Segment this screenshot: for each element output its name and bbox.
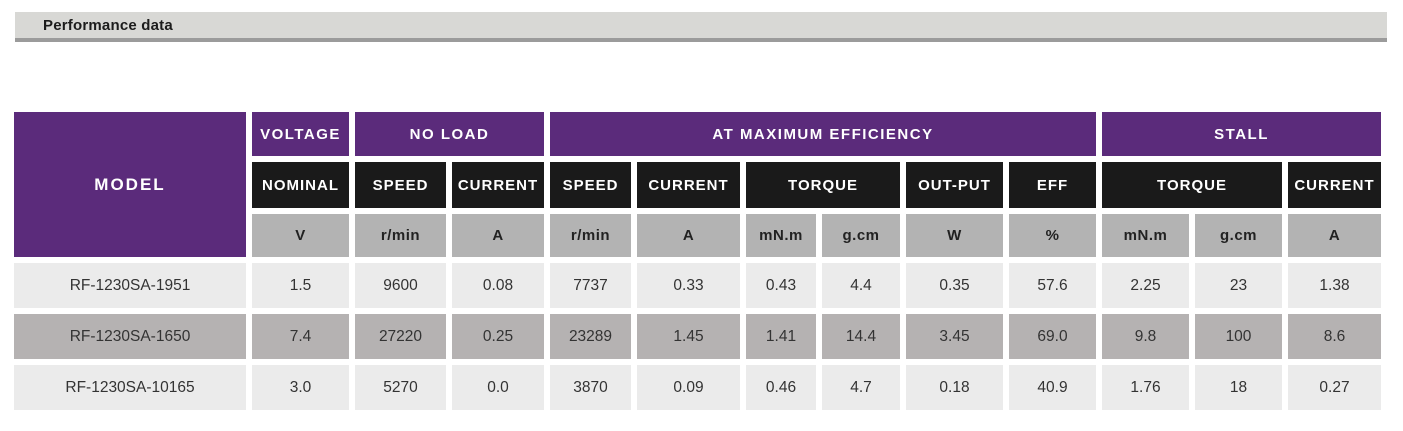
data-cell: 0.0 bbox=[452, 365, 544, 410]
unit-amps-noload: A bbox=[452, 214, 544, 257]
sub-header-current-noload: CURRENT bbox=[452, 162, 544, 208]
unit-amps-stall: A bbox=[1288, 214, 1381, 257]
data-cell: 3.45 bbox=[906, 314, 1003, 359]
unit-watts: W bbox=[906, 214, 1003, 257]
data-cell: 7.4 bbox=[252, 314, 349, 359]
sub-header-speed-maxeff: SPEED bbox=[550, 162, 631, 208]
data-cell: 1.41 bbox=[746, 314, 816, 359]
unit-volts: V bbox=[252, 214, 349, 257]
data-cell: 0.08 bbox=[452, 263, 544, 308]
model-column-header: MODEL bbox=[14, 112, 246, 257]
data-cell: 23289 bbox=[550, 314, 631, 359]
data-cell: 14.4 bbox=[822, 314, 900, 359]
data-cell: 0.46 bbox=[746, 365, 816, 410]
group-header-stall: STALL bbox=[1102, 112, 1381, 156]
data-cell: 57.6 bbox=[1009, 263, 1096, 308]
unit-mnm-stall: mN.m bbox=[1102, 214, 1189, 257]
unit-gcm-stall: g.cm bbox=[1195, 214, 1282, 257]
sub-header-speed-noload: SPEED bbox=[355, 162, 446, 208]
performance-data-table bbox=[8, 106, 1387, 416]
table-row bbox=[14, 314, 1381, 359]
data-cell: 69.0 bbox=[1009, 314, 1096, 359]
unit-amps-maxeff: A bbox=[637, 214, 740, 257]
sub-header-current-maxeff: CURRENT bbox=[637, 162, 740, 208]
sub-header-eff: EFF bbox=[1009, 162, 1096, 208]
data-cell: 3870 bbox=[550, 365, 631, 410]
group-header-row bbox=[14, 112, 1381, 156]
data-cell: 9600 bbox=[355, 263, 446, 308]
unit-percent: % bbox=[1009, 214, 1096, 257]
data-cell: 9.8 bbox=[1102, 314, 1189, 359]
data-cell: 23 bbox=[1195, 263, 1282, 308]
data-cell: 100 bbox=[1195, 314, 1282, 359]
unit-rpm-maxeff: r/min bbox=[550, 214, 631, 257]
data-cell: 0.27 bbox=[1288, 365, 1381, 410]
data-cell: 4.7 bbox=[822, 365, 900, 410]
data-cell: 0.43 bbox=[746, 263, 816, 308]
data-cell: 4.4 bbox=[822, 263, 900, 308]
data-cell: 3.0 bbox=[252, 365, 349, 410]
sub-header-output: OUT-PUT bbox=[906, 162, 1003, 208]
data-cell: 27220 bbox=[355, 314, 446, 359]
data-cell: 1.5 bbox=[252, 263, 349, 308]
unit-mnm-maxeff: mN.m bbox=[746, 214, 816, 257]
sub-header-nominal: NOMINAL bbox=[252, 162, 349, 208]
data-cell: 2.25 bbox=[1102, 263, 1189, 308]
group-header-no-load: NO LOAD bbox=[355, 112, 544, 156]
model-name-cell: RF-1230SA-1650 bbox=[14, 314, 246, 359]
data-cell: 0.33 bbox=[637, 263, 740, 308]
data-cell: 5270 bbox=[355, 365, 446, 410]
data-cell: 0.25 bbox=[452, 314, 544, 359]
group-header-voltage: VOLTAGE bbox=[252, 112, 349, 156]
data-cell: 1.38 bbox=[1288, 263, 1381, 308]
sub-header-torque-maxeff: TORQUE bbox=[746, 162, 900, 208]
group-header-at-maximum-efficiency: AT MAXIMUM EFFICIENCY bbox=[550, 112, 1096, 156]
section-title: Performance data bbox=[43, 16, 173, 34]
data-cell: 0.35 bbox=[906, 263, 1003, 308]
unit-rpm-noload: r/min bbox=[355, 214, 446, 257]
data-cell: 7737 bbox=[550, 263, 631, 308]
model-name-cell: RF-1230SA-10165 bbox=[14, 365, 246, 410]
model-name-cell: RF-1230SA-1951 bbox=[14, 263, 246, 308]
table-row bbox=[14, 365, 1381, 410]
sub-header-torque-stall: TORQUE bbox=[1102, 162, 1282, 208]
table-row bbox=[14, 263, 1381, 308]
unit-gcm-maxeff: g.cm bbox=[822, 214, 900, 257]
data-cell: 8.6 bbox=[1288, 314, 1381, 359]
data-cell: 18 bbox=[1195, 365, 1282, 410]
section-header-bar bbox=[15, 12, 1387, 42]
data-cell: 0.18 bbox=[906, 365, 1003, 410]
data-cell: 1.76 bbox=[1102, 365, 1189, 410]
data-cell: 40.9 bbox=[1009, 365, 1096, 410]
data-cell: 0.09 bbox=[637, 365, 740, 410]
sub-header-current-stall: CURRENT bbox=[1288, 162, 1381, 208]
data-cell: 1.45 bbox=[637, 314, 740, 359]
